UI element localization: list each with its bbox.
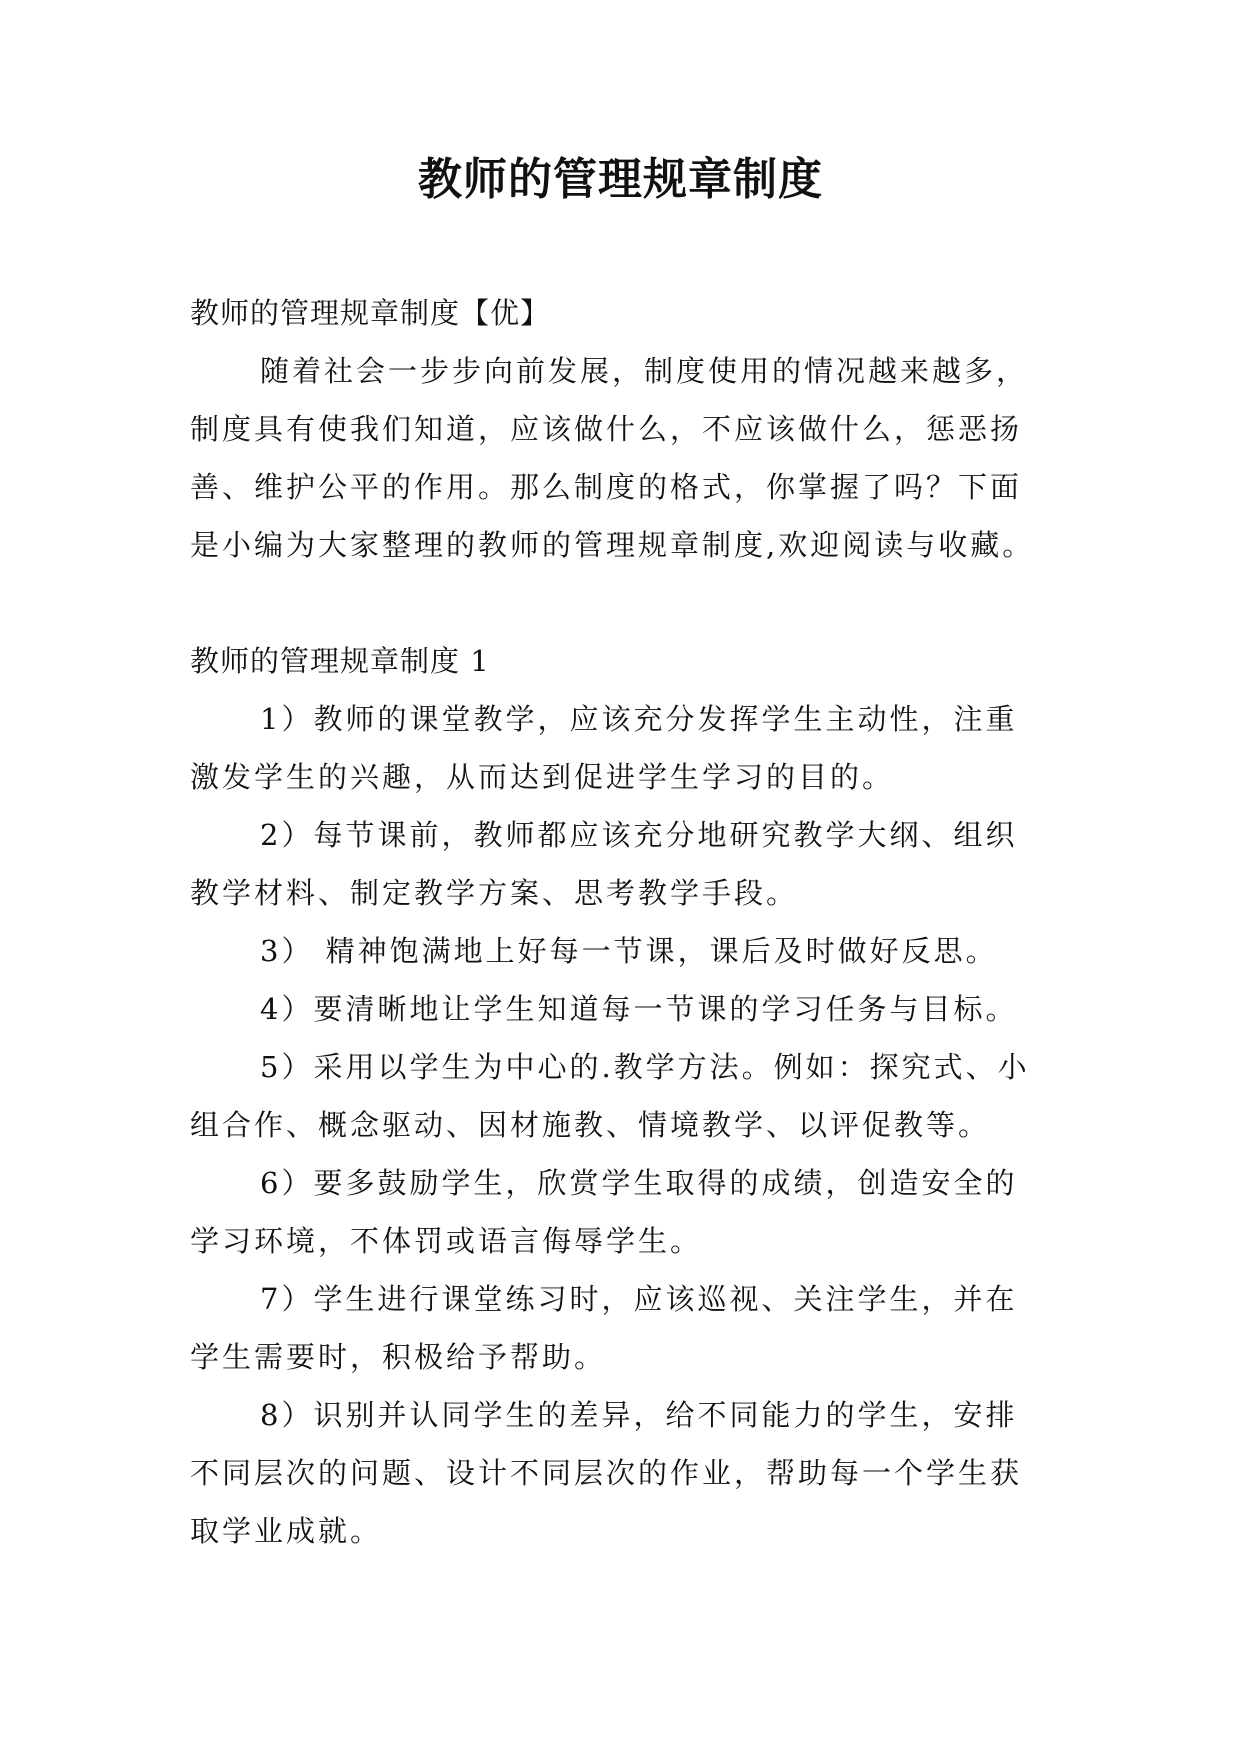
rule-item-2 (190, 806, 1060, 922)
rule-line: 不同层次的问题、设计不同层次的作业，帮助每一个学生获 (190, 1456, 1023, 1490)
document-body (190, 284, 1060, 1560)
intro-line: 是小编为大家整理的教师的管理规章制度,欢迎阅读与收藏。 (190, 528, 1035, 562)
rule-line: 4）要清晰地让学生知道每一节课的学习任务与目标。 (260, 992, 1018, 1026)
rule-line: 教学材料、制定教学方案、思考教学手段。 (190, 876, 799, 910)
rule-line: 激发学生的兴趣，从而达到促进学生学习的目的。 (190, 760, 895, 794)
rule-item-1 (190, 690, 1060, 806)
paragraph-gap (190, 574, 1060, 632)
rule-line: 取学业成就。 (190, 1514, 383, 1548)
rule-line: 3） 精神饱满地上好每一节课，课后及时做好反思。 (260, 934, 998, 968)
rule-item-4 (190, 980, 1060, 1038)
rule-line: 学习环境，不体罚或语言侮辱学生。 (190, 1224, 703, 1258)
subtitle: 教师的管理规章制度【优】 (190, 296, 551, 330)
rule-line: 6）要多鼓励学生，欣赏学生取得的成绩，创造安全的 (260, 1166, 1018, 1200)
rule-line: 5）采用以学生为中心的.教学方法。例如：探究式、小 (260, 1050, 1030, 1084)
intro-line: 制度具有使我们知道，应该做什么，不应该做什么，惩恶扬 (190, 412, 1023, 446)
rule-line: 1）教师的课堂教学，应该充分发挥学生主动性，注重 (260, 702, 1018, 736)
rule-line: 学生需要时，积极给予帮助。 (190, 1340, 607, 1374)
intro-line: 善、维护公平的作用。那么制度的格式，你掌握了吗？下面 (190, 470, 1023, 504)
rule-item-8 (190, 1386, 1060, 1560)
intro-line: 随着社会一步步向前发展，制度使用的情况越来越多， (260, 354, 1029, 388)
intro-paragraph (190, 342, 1060, 574)
rule-item-6 (190, 1154, 1060, 1270)
rule-line: 组合作、概念驱动、因材施教、情境教学、以评促教等。 (190, 1108, 991, 1142)
rule-line: 2）每节课前，教师都应该充分地研究教学大纲、组织 (260, 818, 1018, 852)
document-title: 教师的管理规章制度 (418, 154, 823, 205)
rule-line: 7）学生进行课堂练习时，应该巡视、关注学生，并在 (260, 1282, 1018, 1316)
rule-item-5 (190, 1038, 1060, 1154)
rule-line: 8）识别并认同学生的差异，给不同能力的学生，安排 (260, 1398, 1018, 1432)
rule-item-3 (190, 922, 1060, 980)
section-heading: 教师的管理规章制度 1 (190, 644, 490, 678)
rule-item-7 (190, 1270, 1060, 1386)
